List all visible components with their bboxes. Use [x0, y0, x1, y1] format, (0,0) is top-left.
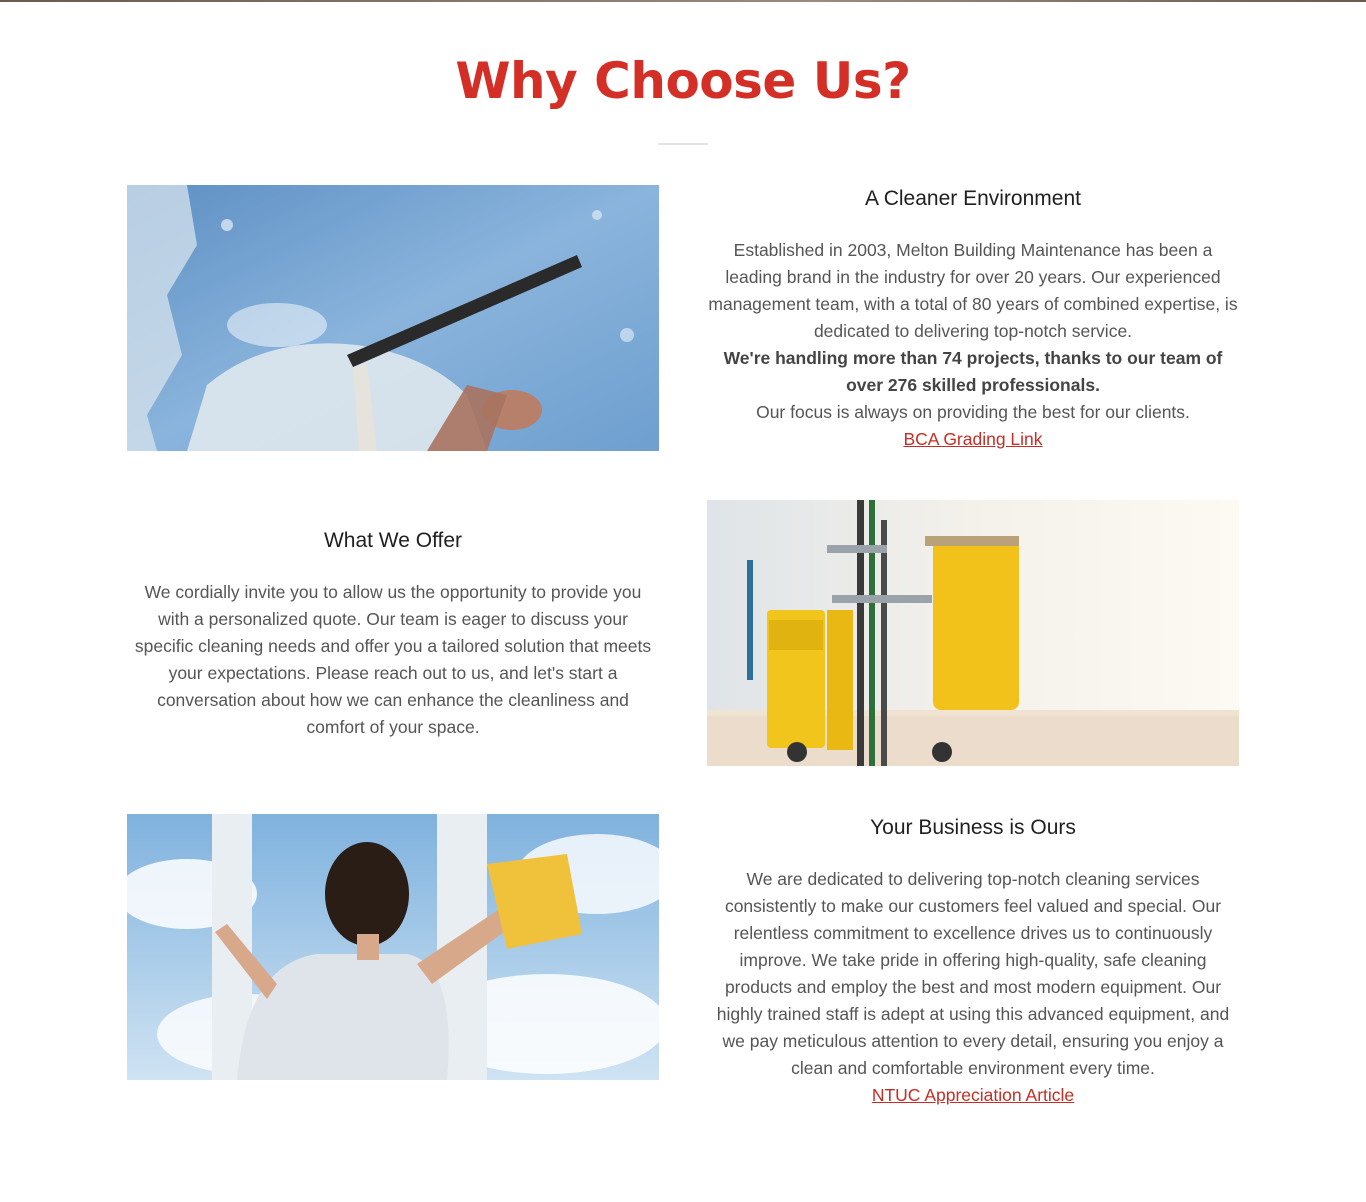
- squeegee-window-image: [127, 185, 659, 451]
- section-heading: Your Business is Ours: [870, 816, 1076, 839]
- top-border: [0, 0, 1366, 2]
- section-heading: What We Offer: [323, 529, 463, 552]
- section-heading: A Cleaner Environment: [865, 187, 1081, 210]
- woman-cleaning-window-image: [127, 814, 659, 1080]
- section-body: We cordially invite you to allow us the opportunity to provide you with a personalized quote. Our team is eager to discuss your specific cleaning needs and offer you a tailored solution that meets your expectations. Please reach out to us, and let's start a conversation about how we can enhance the cleanliness and comfort of your space.: [134, 582, 652, 737]
- ntuc-appreciation-link[interactable]: NTUC Appreciation Article: [871, 1085, 1075, 1105]
- page-title: Why Choose Us?: [455, 52, 911, 110]
- section-your-business: [707, 814, 1239, 1109]
- section-body: [707, 237, 1239, 453]
- section-body-text: We are dedicated to delivering top-notch cleaning services consistently to make our customers feel valued and special. Our relentless commitment to excellence drives us to continuously improve. We take pride in offering high-quality, safe cleaning products and employ the best and most modern equipment. Our highly trained staff is adept at using this advanced equipment, and we pay meticulous attention to every detail, ensuring you enjoy a clean and comfortable environment every time.: [716, 869, 1230, 1078]
- section-highlight: We're handling more than 74 projects, thanks to our team of over 276 skilled professionals.: [723, 348, 1223, 395]
- section-body-text: Established in 2003, Melton Building Maintenance has been a leading brand in the industry for over 20 years. Our experienced management team, with a total of 80 years of combined expertise, is dedicated to delivering top-notch service.: [708, 240, 1238, 341]
- section-what-we-offer: [127, 527, 659, 741]
- section-cleaner-environment: [707, 185, 1239, 453]
- section-body: [707, 866, 1239, 1109]
- section-body-text: Our focus is always on providing the best for our clients.: [756, 402, 1190, 422]
- bca-grading-link[interactable]: BCA Grading Link: [903, 429, 1043, 449]
- title-divider: [658, 143, 708, 145]
- cleaning-cart-image: [707, 500, 1239, 766]
